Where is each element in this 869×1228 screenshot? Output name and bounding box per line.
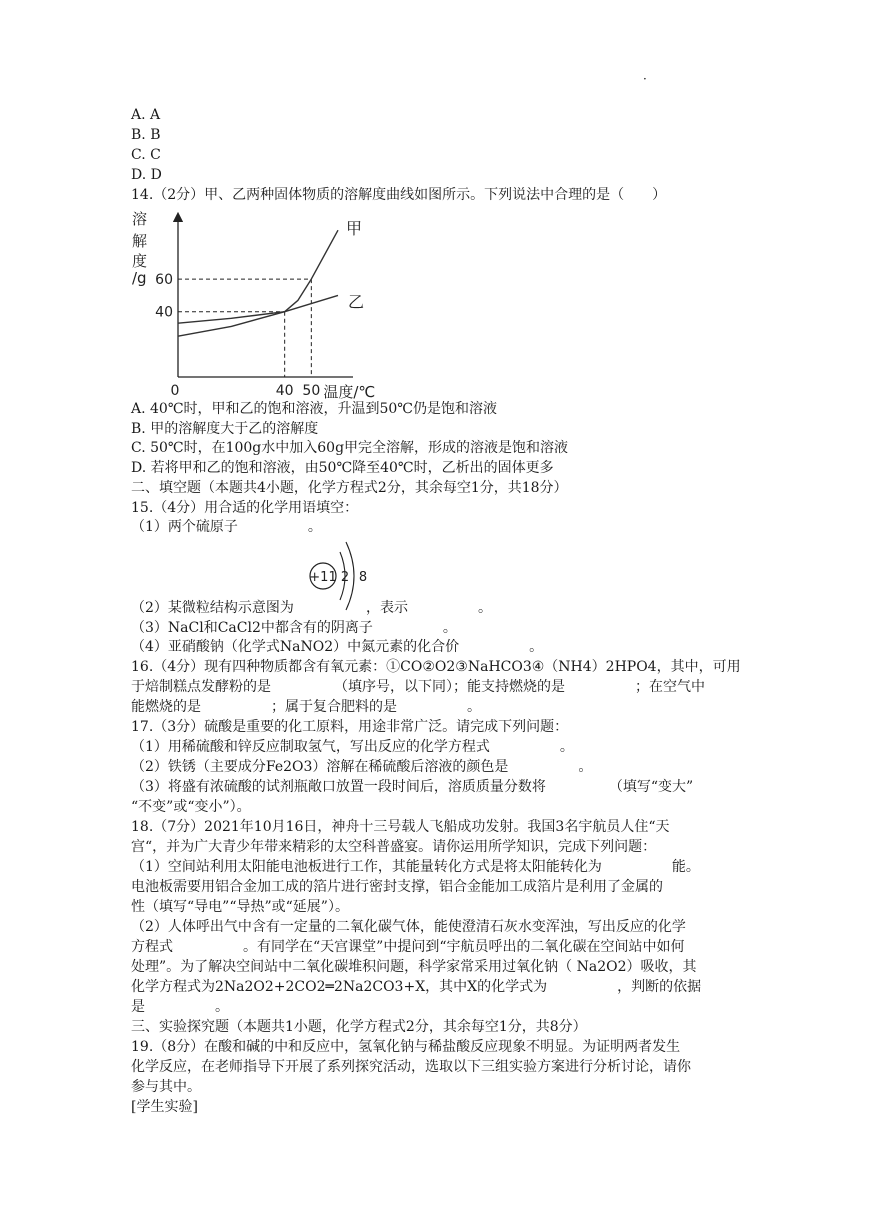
option-d-prev: D. D	[131, 167, 162, 183]
y-axis-label-4: /g	[132, 269, 147, 287]
q16-line-3: 能燃烧的是 ；属于复合肥料的是 。	[131, 699, 481, 715]
q18-line-1: 18.（7分）2021年10月16日，神舟十三号载人飞船成功发射。我国3名宇航员人住“天	[131, 819, 670, 835]
solubility-chart	[128, 205, 376, 401]
q17-line-1: 17.（3分）硫酸是重要的化工原料，用途非常广泛。请完成下列问题：	[131, 719, 569, 735]
y-axis-label-2: 解	[132, 232, 148, 250]
q15-part3: （3）NaCl和CaCl2中都含有的阴离子 。	[131, 620, 457, 636]
q15-part1: （1）两个硫原子 。	[131, 519, 322, 535]
q18-line-2: 宫“，并为广大青少年带来精彩的太空科普盛宴。请你运用所学知识，完成下列问题：	[131, 839, 657, 855]
q18-line-9: 化学方程式为2Na2O2+2CO2═2Na2CO3+X，其中X的化学式为 ，判断的依据	[131, 979, 702, 995]
q18-line-10: 是 。	[131, 999, 229, 1015]
option-a-prev: A. A	[131, 107, 161, 123]
q17-line-3: （2）铁锈（主要成分Fe2O3）溶解在稀硫酸后溶液的颜色是 。	[131, 759, 593, 775]
y-tick-60: 60	[155, 272, 173, 289]
q15-part2-tail: ，表示 。	[366, 600, 492, 616]
q18-line-7: 方程式 。有同学在“天宫课堂”中提问到“宇航员呼出的二氧化碳在空间站中如何	[131, 939, 685, 955]
q16-line-1: 16.（4分）现有四种物质都含有氧元素：①CO②O2③NaHCO3④（NH4）2HPO4，其中，可用	[131, 659, 741, 675]
nucleus-charge: +11	[309, 570, 337, 585]
y-tick-40: 40	[155, 304, 173, 321]
y-axis-label-1: 溶	[132, 210, 148, 228]
q19-line-2: 化学反应，在老师指导下开展了系列探究活动，选取以下三组实验方案进行分析讨论，请你	[131, 1059, 691, 1075]
series-jia-label: 甲	[346, 219, 363, 239]
shell-1-electrons: 2	[340, 570, 350, 585]
q15-part2-lead: （2）某微粒结构示意图为	[131, 600, 294, 616]
section-3-heading: 三、实验探究题（本题共1小题，化学方程式2分，其余每空1分，共8分）	[131, 1019, 587, 1035]
q18-line-6: （2）人体呼出气中含有一定量的二氧化碳气体，能使澄清石灰水变浑浊，写出反应的化学	[131, 919, 686, 935]
q17-line-4: （3）将盛有浓硫酸的试剂瓶敞口放置一段时间后，溶质质量分数将 （填写“变大”	[131, 779, 694, 795]
q14-option-b: B. 甲的溶解度大于乙的溶解度	[131, 421, 319, 437]
q14-option-c: C. 50℃时，在100g水中加入60g甲完全溶解，形成的溶液是饱和溶液	[131, 440, 569, 456]
q15-stem: 15.（4分）用合适的化学用语填空：	[131, 500, 359, 516]
x-tick-40: 40	[275, 383, 294, 399]
option-b-prev: B. B	[131, 127, 161, 143]
x-tick-0: 0	[170, 383, 180, 399]
q19-line-1: 19.（8分）在酸和碱的中和反应中，氢氧化钠与稀盐酸反应现象不明显。为证明两者发生	[131, 1039, 681, 1055]
q18-line-5: 性（填写“导电”“导热”或“延展”）。	[131, 899, 349, 915]
q19-line-4: [学生实验]	[131, 1099, 198, 1115]
q14-option-a: A. 40℃时，甲和乙的饱和溶液，升温到50℃仍是饱和溶液	[131, 401, 497, 417]
x-axis-label: 温度/℃	[323, 383, 376, 401]
shell-2-electrons: 8	[358, 570, 368, 585]
series-yi-label: 乙	[348, 292, 365, 312]
q16-line-2: 于焙制糕点发酵粉的是 （填序号，以下同）；能支持燃烧的是 ；在空气中	[131, 679, 705, 695]
x-tick-50: 50	[302, 383, 321, 399]
q17-line-5: “不变”或“变小”）。	[131, 799, 251, 815]
y-axis-label-3: 度	[132, 252, 148, 270]
q18-line-4: 电池板需要用铝合金加工成的箔片进行密封支撑，铝合金能加工成箔片是利用了金属的	[131, 879, 663, 895]
q14-stem: 14.（2分）甲、乙两种固体物质的溶解度曲线如图所示。下列说法中合理的是（ ）	[131, 187, 667, 203]
section-2-heading: 二、填空题（本题共4小题，化学方程式2分，其余每空1分，共18分）	[131, 480, 568, 496]
q17-line-2: （1）用稀硫酸和锌反应制取氢气，写出反应的化学方程式 。	[131, 739, 574, 755]
q18-line-8: 处理”。为了解决空间站中二氧化碳堆积问题，科学家常采用过氧化钠（ Na2O2）吸收，其	[131, 959, 697, 975]
page-mark: ·	[643, 72, 647, 86]
q19-line-3: 参与其中。	[131, 1079, 201, 1095]
q14-option-d: D. 若将甲和乙的饱和溶液，由50℃降至40℃时，乙析出的固体更多	[131, 460, 554, 476]
q15-part4: （4）亚硝酸钠（化学式NaNO2）中氮元素的化合价 。	[131, 639, 544, 655]
q18-line-3: （1）空间站利用太阳能电池板进行工作，其能量转化方式是将太阳能转化为 能。	[131, 859, 700, 875]
option-c-prev: C. C	[131, 147, 161, 163]
